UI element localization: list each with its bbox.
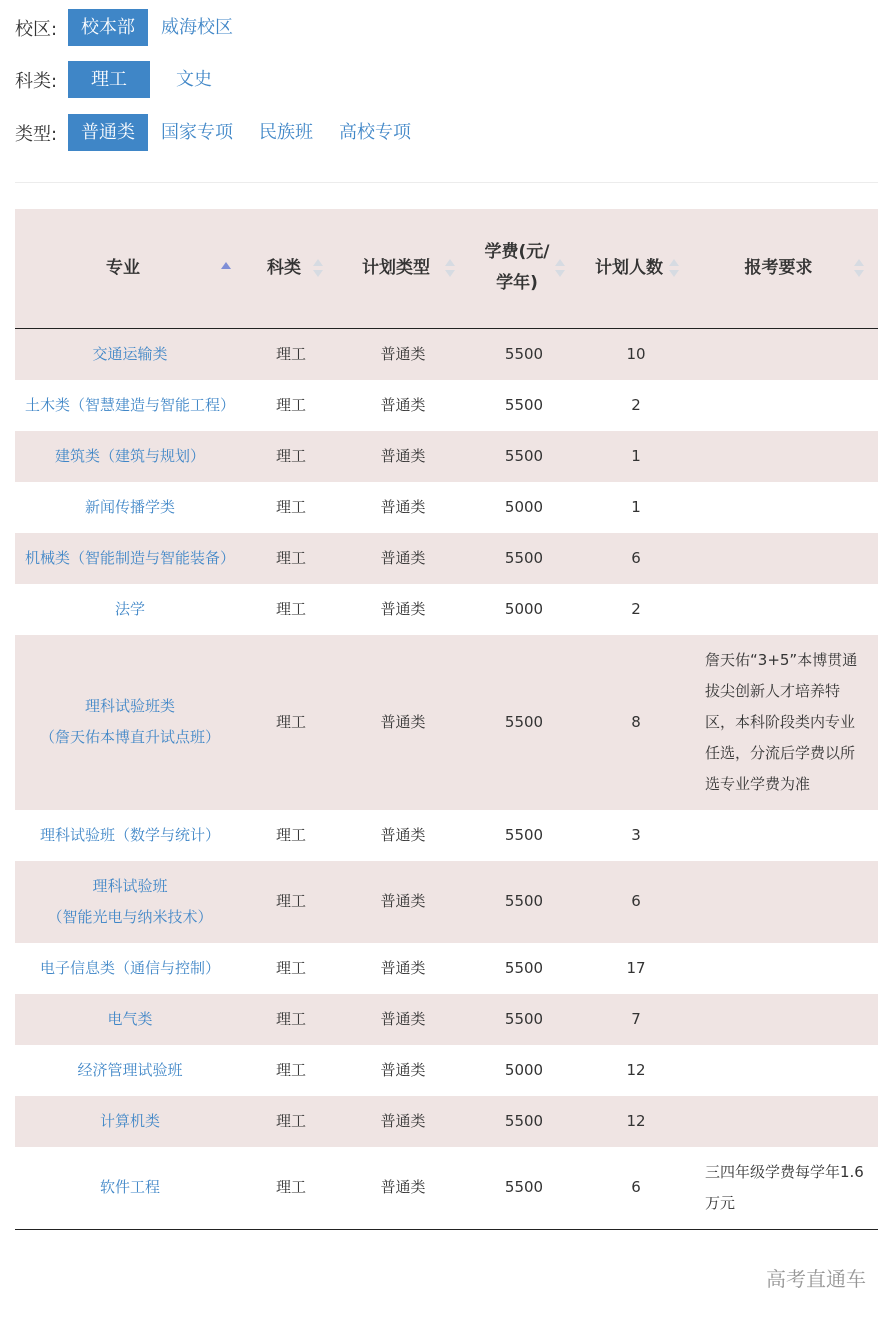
tuition-cell: 5000 [504,497,544,516]
watermark: 高考直通车 [766,1267,866,1291]
tuition-cell: 5500 [504,825,544,844]
plan-type-cell: 普通类 [380,395,426,414]
major-link[interactable]: 交通运输类 [92,344,168,363]
table-row [15,1096,878,1147]
category-cell: 理工 [275,548,306,567]
table-row [15,810,878,861]
category-cell: 理工 [245,1147,337,1230]
filter-type-option-national[interactable]: 国家专项 [161,122,233,143]
sort-icon[interactable] [313,259,323,277]
filter-type-option-ethnic[interactable]: 民族班 [259,122,313,143]
plan-count-cell: 17 [626,958,646,977]
column-header-requirements[interactable] [693,209,878,328]
column-header-category-label: 科类 [267,257,301,278]
tuition-cell: 5500 [504,958,544,977]
plan-type-cell: 普通类 [380,712,426,731]
filter-type [15,114,424,151]
column-header-major-label: 专业 [106,257,140,278]
plan-type-cell: 普通类 [337,1147,469,1230]
tuition-cell: 5000 [504,599,544,618]
plan-count-cell: 1 [631,446,641,465]
table-row [15,1045,878,1096]
tuition-cell: 5500 [504,446,544,465]
filter-campus [15,9,246,46]
column-header-requirements-label: 报考要求 [744,257,813,278]
major-note[interactable]: （智能光电与纳米技术） [47,907,213,926]
column-header-tuition[interactable] [469,209,579,328]
table-row [15,943,878,994]
major-link[interactable]: 电气类 [107,1009,153,1028]
plan-count-cell: 6 [579,1147,693,1230]
category-cell: 理工 [275,446,306,465]
table-row [15,994,878,1045]
plan-count-cell: 6 [631,892,641,910]
plan-count-cell: 12 [626,1111,646,1130]
table-row [15,533,878,584]
filter-category [15,61,238,98]
column-header-tuition-label: 学费(元/学年) [484,242,550,294]
filter-divider [15,182,878,183]
filter-category-option-science[interactable]: 理工 [68,61,150,98]
major-link[interactable]: 建筑类（建筑与规划） [54,446,205,465]
plan-count-cell: 2 [631,395,641,414]
category-cell: 理工 [275,1111,306,1130]
plan-type-cell: 普通类 [380,548,426,567]
table-row [15,328,878,380]
table-row [15,635,878,810]
tuition-cell: 5500 [504,395,544,414]
requirements-cell [693,584,878,635]
table-row [15,482,878,533]
filter-campus-option-main[interactable]: 校本部 [68,9,148,46]
sort-icon[interactable] [555,259,565,277]
major-link[interactable]: 土木类（智慧建造与智能工程） [24,395,235,414]
category-cell: 理工 [275,497,306,516]
plan-count-cell: 6 [631,548,641,567]
plan-type-cell: 普通类 [380,825,426,844]
sort-icon[interactable] [445,259,455,277]
column-header-plan-type-label: 计划类型 [362,257,430,278]
filter-campus-label: 校区: [15,18,58,40]
plan-count-cell: 2 [631,599,641,618]
major-link[interactable]: 新闻传播学类 [84,497,175,516]
plan-type-cell: 普通类 [380,1009,426,1028]
tuition-cell: 5500 [504,1009,544,1028]
requirements-cell: 三四年级学费每学年1.6万元 [693,1147,878,1230]
plan-type-cell: 普通类 [380,1111,426,1130]
table-row [15,1147,878,1230]
plan-type-cell: 普通类 [380,599,426,618]
filter-campus-option-weihai[interactable]: 威海校区 [161,17,233,38]
table-row [15,861,878,943]
major-link[interactable]: 理科试验班 [92,876,168,895]
plan-count-cell: 12 [626,1060,646,1079]
table-row [15,380,878,431]
category-cell: 理工 [275,825,306,844]
column-header-plan-type[interactable] [337,209,469,328]
table-header-row [15,209,878,328]
requirements-cell: 詹天佑“3+5”本博贯通拔尖创新人才培养特区，本科阶段类内专业任选，分流后学费以所选专业学费为准 [705,650,858,793]
filter-type-label: 类型: [15,123,58,145]
table-row [15,431,878,482]
category-cell: 理工 [275,344,306,363]
filter-category-label: 科类: [15,70,58,92]
table-row [15,584,878,635]
major-link[interactable]: 法学 [114,599,145,618]
filter-type-option-general[interactable]: 普通类 [68,114,148,151]
requirements-cell [693,994,878,1045]
requirements-cell [693,943,878,994]
tuition-cell: 5500 [469,1147,579,1230]
column-header-category[interactable] [245,209,337,328]
major-link[interactable]: 理科试验班类 [84,697,175,715]
enrollment-plan-table [15,209,878,1230]
filter-type-option-university[interactable]: 高校专项 [339,122,411,143]
major-note[interactable]: （詹天佑本博直升试点班） [39,728,220,746]
major-link[interactable]: 理科试验班（数学与统计） [39,825,220,844]
major-link[interactable]: 软件工程 [99,1178,160,1196]
major-link[interactable]: 计算机类 [99,1111,160,1130]
requirements-cell [693,810,878,861]
plan-type-cell: 普通类 [380,1060,426,1079]
tuition-cell: 5500 [504,548,544,567]
category-cell: 理工 [275,1009,306,1028]
requirements-cell [693,533,878,584]
requirements-cell [693,1096,878,1147]
major-link[interactable]: 机械类（智能制造与智能装备） [24,548,235,567]
tuition-cell: 5500 [504,892,544,910]
plan-type-cell: 普通类 [380,344,426,363]
sort-ascending-icon[interactable] [221,259,231,277]
filter-category-option-arts[interactable]: 文史 [176,69,212,90]
plan-count-cell: 7 [631,1009,641,1028]
category-cell: 理工 [275,712,306,731]
column-header-major[interactable] [15,209,245,328]
plan-count-cell: 1 [631,497,641,516]
category-cell: 理工 [275,395,306,414]
plan-type-cell: 普通类 [380,958,426,977]
plan-type-cell: 普通类 [380,446,426,465]
requirements-cell [693,861,878,943]
tuition-cell: 5500 [504,344,544,363]
category-cell: 理工 [275,958,306,977]
category-cell: 理工 [275,892,306,910]
requirements-cell [693,328,878,380]
plan-count-cell: 10 [626,344,646,363]
column-header-plan-count-label: 计划人数 [595,257,663,278]
tuition-cell: 5500 [504,712,544,731]
requirements-cell [693,482,878,533]
requirements-cell [693,431,878,482]
plan-type-cell: 普通类 [380,892,426,910]
category-cell: 理工 [275,1060,306,1079]
category-cell: 理工 [275,599,306,618]
requirements-cell [693,1045,878,1096]
major-link[interactable]: 电子信息类（通信与控制） [39,958,220,977]
tuition-cell: 5500 [504,1111,544,1130]
requirements-cell [693,380,878,431]
sort-icon[interactable] [669,259,679,277]
plan-count-cell: 3 [631,825,641,844]
tuition-cell: 5000 [504,1060,544,1079]
sort-icon[interactable] [854,259,864,277]
plan-type-cell: 普通类 [380,497,426,516]
column-header-plan-count[interactable] [579,209,693,328]
plan-count-cell: 8 [631,712,641,731]
major-link[interactable]: 经济管理试验班 [77,1060,183,1079]
